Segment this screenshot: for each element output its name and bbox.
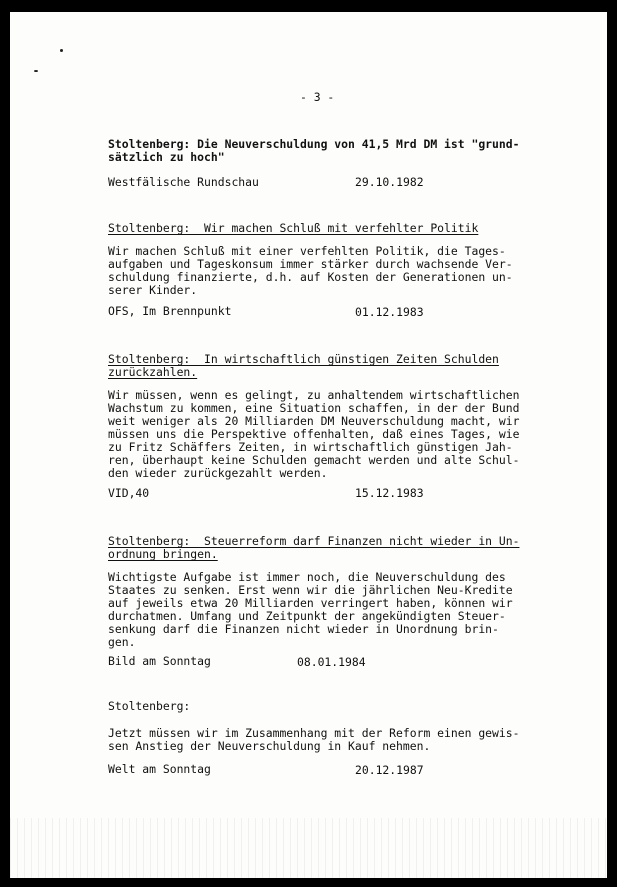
body-line: den wieder zurückgezahlt werden.	[108, 466, 328, 480]
source-date: 20.12.1987	[355, 763, 424, 777]
source-name: Bild am Sonntag	[108, 654, 211, 668]
body-line: gen.	[108, 635, 136, 649]
page-number: - 3 -	[300, 90, 335, 104]
body-line: Jetzt müssen wir im Zusammenhang mit der Reform einen gewis-	[108, 726, 520, 740]
headline-line: Stoltenberg:	[108, 699, 191, 713]
body-line: durchatmen. Umfang und Zeitpunkt der angekündigten Steuer-	[108, 609, 506, 623]
source-date: 15.12.1983	[355, 486, 424, 500]
body-line: sen Anstieg der Neuverschuldung in Kauf nehmen.	[108, 739, 431, 753]
body-line: Wir machen Schluß mit einer verfehlten Politik, die Tages-	[108, 244, 506, 258]
body-line: Wichtigste Aufgabe ist immer noch, die Neuverschuldung des	[108, 570, 506, 584]
source-date: 01.12.1983	[355, 305, 424, 319]
scan-noise	[10, 818, 607, 878]
body-line: zu Fritz Schäffers Zeiten, in wirtschaftlich günstigen Jah-	[108, 440, 513, 454]
headline-line: ordnung bringen.	[108, 547, 218, 561]
source-date: 29.10.1982	[355, 175, 424, 189]
body-line: aufgaben und Tageskonsum immer stärker durch wachsende Ver-	[108, 257, 513, 271]
headline-line: Stoltenberg: Wir machen Schluß mit verfehlter Politik	[108, 221, 479, 235]
headline-line: Stoltenberg: In wirtschaftlich günstigen Zeiten Schulden	[108, 352, 499, 366]
headline-line: Stoltenberg: Steuerreform darf Finanzen nicht wieder in Un-	[108, 534, 520, 548]
body-line: schuldung finanzierte, d.h. auf Kosten der Generationen un-	[108, 270, 513, 284]
headline-line: Stoltenberg: Die Neuverschuldung von 41,5 Mrd DM ist "grund-	[108, 137, 520, 151]
source-name: Welt am Sonntag	[108, 762, 211, 776]
body-line: müssen uns die Perspektive offenhalten, daß eines Tages, wie	[108, 427, 520, 441]
body-line: Wir müssen, wenn es gelingt, zu anhaltendem wirtschaftlichen	[108, 388, 520, 402]
document-page	[10, 12, 607, 878]
source-name: VID,40	[108, 486, 150, 500]
headline-line: zurückzahlen.	[108, 365, 198, 379]
source-name: OFS, Im Brennpunkt	[108, 304, 232, 318]
body-line: Wachstum zu kommen, eine Situation schaffen, in der der Bund	[108, 401, 520, 415]
body-line: serer Kinder.	[108, 283, 198, 297]
body-line: Staates zu senken. Erst wenn wir die jährlichen Neu-Kredite	[108, 583, 513, 597]
body-line: auf jeweils etwa 20 Milliarden verringert haben, können wir	[108, 596, 513, 610]
body-line: weit weniger als 20 Milliarden DM Neuverschuldung macht, wir	[108, 414, 520, 428]
body-line: senkung darf die Finanzen nicht wieder in Unordnung brin-	[108, 622, 499, 636]
body-line: ren, überhaupt keine Schulden gemacht werden und alte Schul-	[108, 453, 520, 467]
scan-speck	[60, 49, 63, 52]
source-date: 08.01.1984	[297, 655, 366, 669]
headline-line: sätzlich zu hoch"	[108, 150, 225, 164]
source-name: Westfälische Rundschau	[108, 175, 259, 189]
scan-speck	[34, 70, 38, 72]
